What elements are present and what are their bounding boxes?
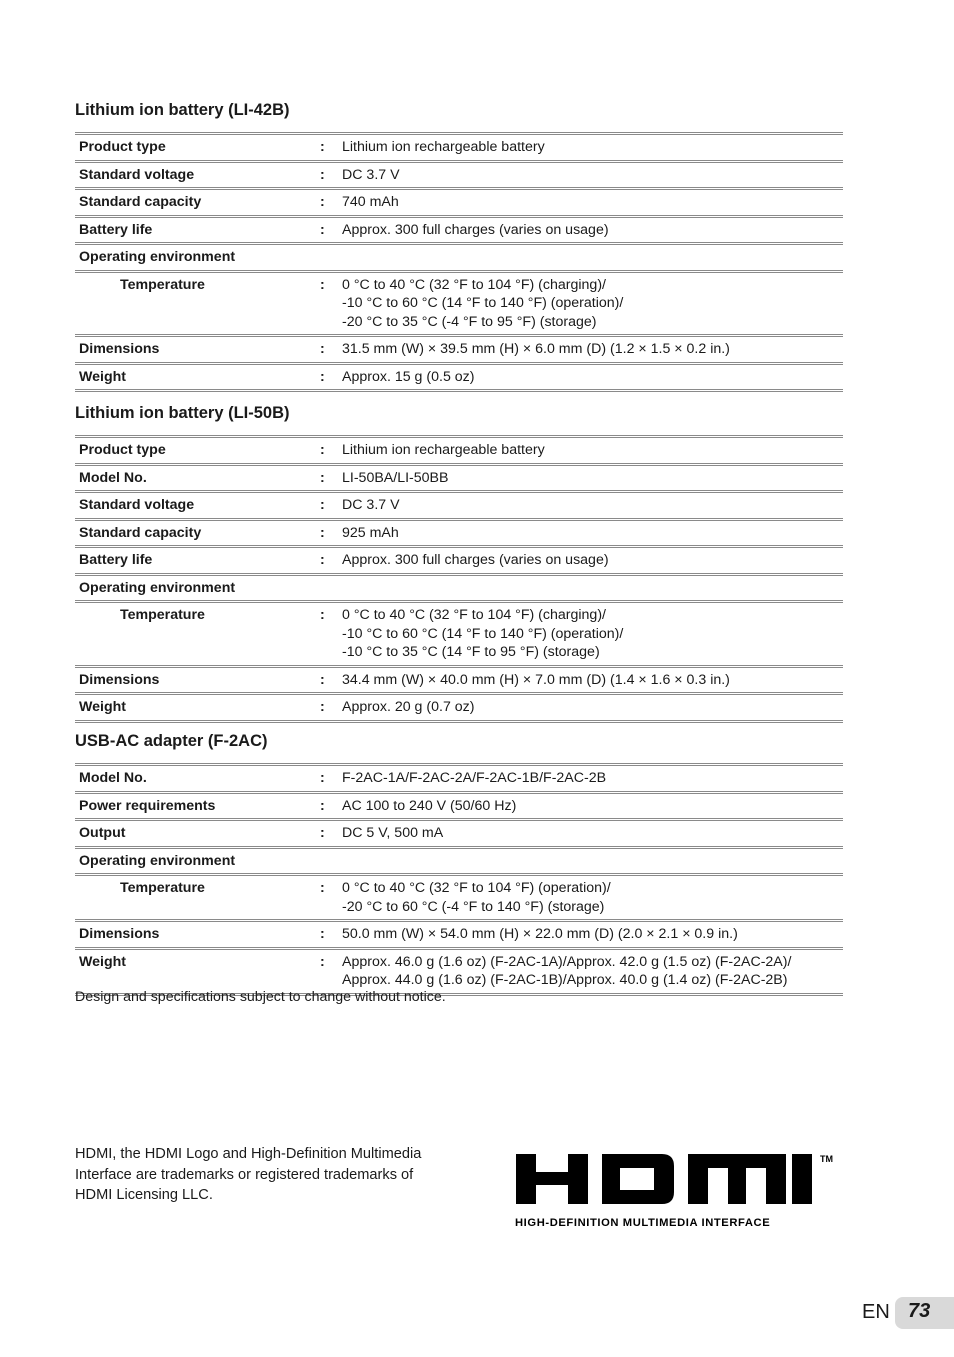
- spec-label: Standard capacity: [75, 189, 320, 217]
- spec-value: [342, 820, 843, 848]
- spec-colon: :: [320, 953, 325, 970]
- spec-label: Weight: [79, 699, 127, 715]
- spec-colon: :: [320, 921, 342, 949]
- spec-row: [75, 602, 843, 667]
- spec-colon: :: [320, 875, 342, 921]
- spec-row: [75, 161, 843, 189]
- spec-value-line: 0 °C to 40 °C (32 °F to 104 °F) (charging)/: [342, 276, 606, 293]
- spec-colon: :: [320, 216, 342, 244]
- spec-label: Standard voltage: [75, 161, 320, 189]
- spec-colon: :: [320, 189, 342, 217]
- spec-table-f2ac: [75, 763, 843, 996]
- section-title-li42b: Lithium ion battery (LI-42B): [75, 101, 290, 119]
- spec-label: Weight: [79, 953, 127, 970]
- spec-value: [342, 765, 843, 793]
- spec-value-line: 0 °C to 40 °C (32 °F to 104 °F) (charging)/: [342, 607, 606, 623]
- spec-value: [342, 875, 843, 921]
- spec-value-line: AC 100 to 240 V (50/60 Hz): [342, 797, 517, 814]
- spec-label: Operating environment: [75, 574, 320, 602]
- spec-value-line: -20 °C to 60 °C (-4 °F to 140 °F) (storage): [342, 898, 605, 915]
- spec-label: Battery life: [75, 216, 320, 244]
- spec-colon: [320, 574, 342, 602]
- spec-value: [342, 336, 843, 364]
- spec-colon: :: [320, 161, 342, 189]
- spec-value-line: -10 °C to 60 °C (14 °F to 140 °F) (operation)/: [342, 295, 624, 311]
- spec-value-line: Approx. 44.0 g (1.6 oz) (F-2AC-1B)/Approx. 40.0 g (1.4 oz) (F-2AC-2B): [342, 972, 788, 988]
- spec-row: [75, 948, 843, 994]
- spec-label: Operating environment: [75, 244, 320, 272]
- spec-row: [75, 189, 843, 217]
- section-title-f2ac: USB-AC adapter (F-2AC): [75, 732, 268, 750]
- spec-row: [75, 519, 843, 547]
- spec-row: [75, 547, 843, 575]
- spec-value: [342, 921, 843, 949]
- spec-row: [75, 216, 843, 244]
- spec-colon: :: [320, 368, 325, 385]
- spec-value-line: DC 3.7 V: [342, 497, 400, 513]
- spec-value-line: Approx. 300 full charges (varies on usage): [342, 221, 609, 238]
- spec-row: [75, 574, 843, 602]
- spec-table: [75, 763, 843, 996]
- spec-value: [342, 847, 843, 875]
- spec-colon: :: [320, 666, 342, 694]
- spec-value: [342, 694, 843, 722]
- spec-colon: :: [320, 699, 325, 715]
- spec-label: Model No.: [75, 464, 320, 492]
- spec-label: Temperature: [75, 271, 320, 336]
- spec-label: Standard capacity: [75, 519, 320, 547]
- spec-colon: [320, 847, 342, 875]
- hdmi-tagline: HIGH-DEFINITION MULTIMEDIA INTERFACE: [515, 1217, 771, 1229]
- spec-colon: :: [320, 336, 342, 364]
- spec-row: [75, 921, 843, 949]
- spec-colon: :: [320, 464, 342, 492]
- spec-value: [342, 666, 843, 694]
- trademark-line: HDMI, the HDMI Logo and High-Definition Multimedia: [75, 1146, 422, 1162]
- spec-label: Battery life: [75, 547, 320, 575]
- spec-row: [75, 666, 843, 694]
- section-title-li50b: Lithium ion battery (LI-50B): [75, 404, 290, 422]
- spec-value-line: Approx. 20 g (0.7 oz): [342, 699, 475, 715]
- spec-row: [75, 363, 843, 391]
- spec-value: [342, 271, 843, 336]
- spec-value-line: Lithium ion rechargeable battery: [342, 139, 545, 155]
- spec-value-line: Lithium ion rechargeable battery: [342, 442, 545, 458]
- spec-value: [342, 574, 843, 602]
- spec-table-li50b: [75, 435, 843, 723]
- spec-value: [342, 161, 843, 189]
- spec-value-line: Approx. 15 g (0.5 oz): [342, 368, 475, 385]
- spec-value-line: LI-50BA/LI-50BB: [342, 469, 449, 486]
- spec-row: [75, 694, 843, 722]
- spec-value: [342, 519, 843, 547]
- trademark-line: Interface are trademarks or registered trademarks of: [75, 1166, 414, 1183]
- spec-value-line: DC 3.7 V: [342, 166, 400, 183]
- spec-value-line: 0 °C to 40 °C (32 °F to 104 °F) (operation)/: [342, 880, 611, 896]
- spec-value-line: Approx. 46.0 g (1.6 oz) (F-2AC-1A)/Approx. 42.0 g (1.5 oz) (F-2AC-2A)/: [342, 953, 792, 970]
- spec-colon: :: [320, 792, 342, 820]
- spec-value: [342, 363, 843, 391]
- spec-value-line: -10 °C to 35 °C (14 °F to 95 °F) (storage): [342, 644, 600, 660]
- spec-colon: :: [320, 437, 342, 465]
- spec-label: Product type: [75, 134, 320, 162]
- spec-row: [75, 244, 843, 272]
- trademark-notice: [75, 1144, 475, 1206]
- spec-label: Temperature: [75, 602, 320, 667]
- spec-label: Standard voltage: [75, 492, 320, 520]
- spec-value: [342, 464, 843, 492]
- spec-row: [75, 765, 843, 793]
- spec-colon: :: [320, 547, 342, 575]
- spec-colon: [320, 244, 342, 272]
- spec-row: [75, 792, 843, 820]
- spec-value: [342, 216, 843, 244]
- spec-value-line: -10 °C to 60 °C (14 °F to 140 °F) (operation)/: [342, 625, 624, 642]
- spec-value-line: 50.0 mm (W) × 54.0 mm (H) × 22.0 mm (D) (2.0 × 2.1 × 0.9 in.): [342, 926, 738, 942]
- spec-row: [75, 464, 843, 492]
- spec-label: Power requirements: [75, 792, 320, 820]
- spec-value: [342, 948, 843, 994]
- spec-label: Dimensions: [75, 336, 320, 364]
- spec-value: [342, 792, 843, 820]
- spec-value-line: F-2AC-1A/F-2AC-2A/F-2AC-1B/F-2AC-2B: [342, 770, 607, 786]
- spec-label: Dimensions: [75, 921, 320, 949]
- spec-label: Product type: [75, 437, 320, 465]
- spec-value: [342, 437, 843, 465]
- spec-row: [75, 134, 843, 162]
- spec-row: [75, 492, 843, 520]
- spec-label: Output: [75, 820, 320, 848]
- spec-value-line: DC 5 V, 500 mA: [342, 825, 444, 841]
- spec-value-line: Approx. 300 full charges (varies on usage): [342, 552, 609, 568]
- spec-colon: :: [320, 519, 342, 547]
- hdmi-logo: [514, 1150, 840, 1232]
- spec-value: [342, 492, 843, 520]
- spec-colon: :: [320, 820, 342, 848]
- spec-value: [342, 189, 843, 217]
- spec-label: Operating environment: [75, 847, 320, 875]
- spec-colon: :: [320, 134, 342, 162]
- spec-row: [75, 875, 843, 921]
- page-number: 73: [908, 1300, 931, 1322]
- spec-colon: :: [320, 765, 342, 793]
- spec-value-line: -20 °C to 35 °C (-4 °F to 95 °F) (storage): [342, 313, 597, 330]
- footer-lang: EN: [862, 1301, 890, 1323]
- spec-label: Weight: [79, 368, 127, 385]
- spec-colon: :: [320, 492, 342, 520]
- spec-value: [342, 244, 843, 272]
- spec-row: [75, 847, 843, 875]
- spec-value-line: 740 mAh: [342, 194, 399, 210]
- spec-row: [75, 820, 843, 848]
- spec-value-line: 925 mAh: [342, 524, 399, 541]
- spec-table-li42b: [75, 132, 843, 392]
- spec-value: [342, 547, 843, 575]
- spec-row: [75, 437, 843, 465]
- spec-value-line: 31.5 mm (W) × 39.5 mm (H) × 6.0 mm (D) (1.2 × 1.5 × 0.2 in.): [342, 341, 730, 357]
- spec-value-line: 34.4 mm (W) × 40.0 mm (H) × 7.0 mm (D) (1.4 × 1.6 × 0.3 in.): [342, 671, 730, 688]
- spec-value: [342, 602, 843, 667]
- trademark-line: HDMI Licensing LLC.: [75, 1187, 213, 1203]
- spec-row: [75, 336, 843, 364]
- hdmi-tm-mark: TM: [820, 1154, 833, 1164]
- spec-row: [75, 271, 843, 336]
- spec-table: [75, 132, 843, 392]
- spec-value: [342, 134, 843, 162]
- spec-label: Temperature: [75, 875, 320, 921]
- spec-label: Dimensions: [75, 666, 320, 694]
- disclaimer-note: Design and specifications subject to change without notice.: [75, 989, 446, 1005]
- spec-colon: :: [320, 271, 342, 336]
- spec-label: Model No.: [75, 765, 320, 793]
- spec-colon: :: [320, 602, 342, 667]
- spec-table: [75, 435, 843, 723]
